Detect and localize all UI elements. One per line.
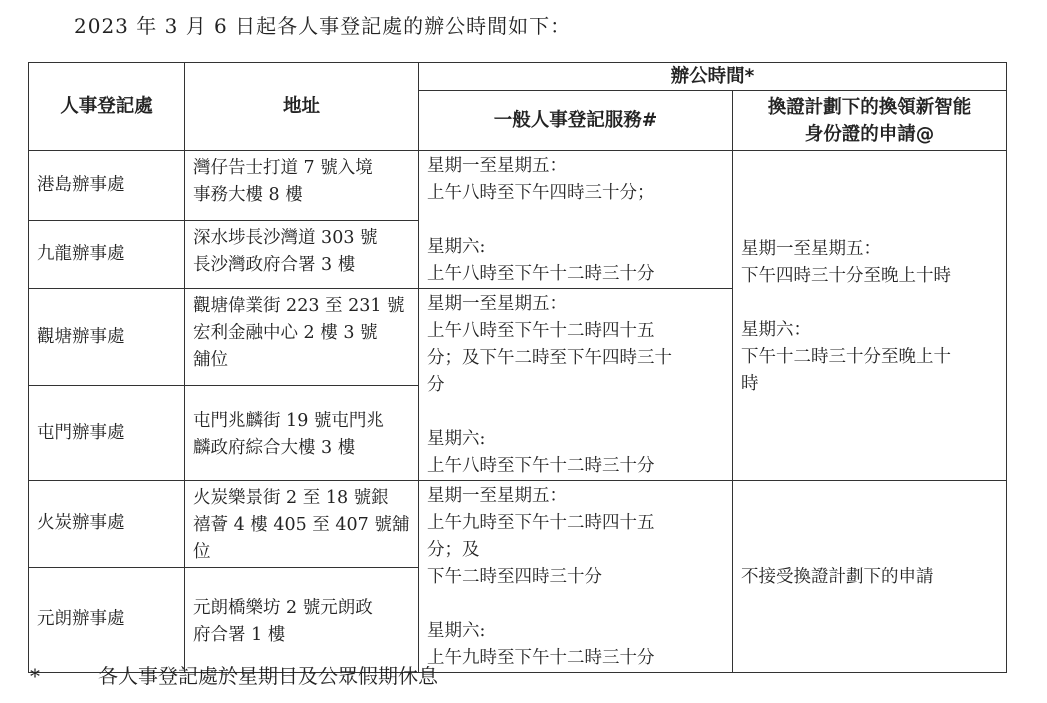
saturday-label: 星期六: [427, 237, 486, 257]
footnote [30, 660, 438, 689]
weekday-hours: 上午九時至下午十二時四十五 [427, 513, 655, 533]
address-line: 府合署 1 樓 [193, 624, 286, 645]
renewal-hours [733, 151, 1007, 481]
office-address [185, 151, 419, 221]
saturday-hours: 上午八時至下午十二時三十分 [427, 456, 655, 476]
saturday-hours: 上午八時至下午十二時三十分 [427, 264, 655, 284]
office-address [185, 221, 419, 289]
address-line: 事務大樓 8 樓 [193, 185, 303, 205]
header-address: 地址 [185, 63, 419, 151]
address-line: 元朗橋樂坊 2 號元朗政 [193, 597, 373, 618]
saturday-label: 星期六: [427, 429, 486, 449]
renewal-not-accepted: 不接受換證計劃下的申請 [733, 481, 1007, 673]
address-line: 麟政府綜合大樓 3 樓 [193, 438, 356, 459]
office-name: 港島辦事處 [29, 151, 185, 221]
weekday-hours: 分；及下午二時至下午四時三十 [427, 348, 672, 368]
office-name: 觀塘辦事處 [29, 289, 185, 386]
saturday-hours: 上午九時至下午十二時三十分 [427, 648, 655, 668]
office-name: 九龍辦事處 [29, 221, 185, 289]
weekday-label: 星期一至星期五： [427, 156, 567, 176]
weekday-label: 星期一至星期五： [427, 294, 567, 314]
office-name: 火炭辦事處 [29, 481, 185, 568]
weekday-hours: 分；及 [427, 540, 480, 560]
address-line: 火炭樂景街 2 至 18 號銀 [193, 488, 389, 508]
office-address [185, 481, 419, 568]
address-line: 位 [193, 542, 211, 562]
header-hours-group: 辦公時間* [419, 63, 1007, 91]
office-address [185, 289, 419, 386]
saturday-label: 星期六： [741, 319, 811, 340]
weekday-hours: 下午四時三十分至晚上十時 [741, 265, 951, 286]
intro-text: 2023 年 3 月 6 日起各人事登記處的辦公時間如下： [74, 14, 572, 38]
general-hours-ft-yl [419, 481, 733, 673]
header-renewal-line: 換證計劃下的換領新智能 [767, 96, 972, 118]
address-line: 屯門兆麟街 19 號屯門兆 [193, 411, 384, 432]
address-line: 深水埗長沙灣道 303 號 [193, 228, 378, 249]
footnote-marker: * [30, 664, 40, 688]
weekday-hours: 上午八時至下午四時三十分； [427, 183, 655, 203]
address-line: 宏利金融中心 2 樓 3 號 [193, 323, 378, 343]
office-hours-table [28, 62, 1007, 673]
saturday-hours: 下午十二時三十分至晚上十 [741, 346, 951, 367]
office-address [185, 386, 419, 481]
address-line: 觀塘偉業街 223 至 231 號 [193, 296, 405, 316]
header-renewal-line: 身份證的申請@ [804, 123, 935, 145]
general-hours-hk-kowloon [419, 151, 733, 289]
office-name: 元朗辦事處 [29, 567, 185, 672]
header-general-service: 一般人事登記服務# [419, 91, 733, 151]
address-line: 灣仔告士打道 7 號入境 [193, 158, 373, 178]
address-line: 舖位 [193, 350, 228, 370]
header-office: 人事登記處 [29, 63, 185, 151]
saturday-hours: 時 [741, 373, 759, 394]
office-name: 屯門辦事處 [29, 386, 185, 481]
office-address [185, 567, 419, 672]
general-hours-kt-tm [419, 289, 733, 481]
saturday-label: 星期六: [427, 621, 486, 641]
header-renewal [733, 91, 1007, 151]
footnote-text: 各人事登記處於星期日及公眾假期休息 [98, 664, 438, 688]
address-line: 長沙灣政府合署 3 樓 [193, 255, 356, 276]
weekday-hours: 下午二時至四時三十分 [427, 567, 602, 587]
weekday-hours: 分 [427, 375, 445, 395]
weekday-hours: 上午八時至下午十二時四十五 [427, 321, 655, 341]
address-line: 禧薈 4 樓 405 至 407 號舖 [193, 515, 410, 535]
weekday-label: 星期一至星期五： [741, 238, 881, 259]
weekday-label: 星期一至星期五： [427, 486, 567, 506]
